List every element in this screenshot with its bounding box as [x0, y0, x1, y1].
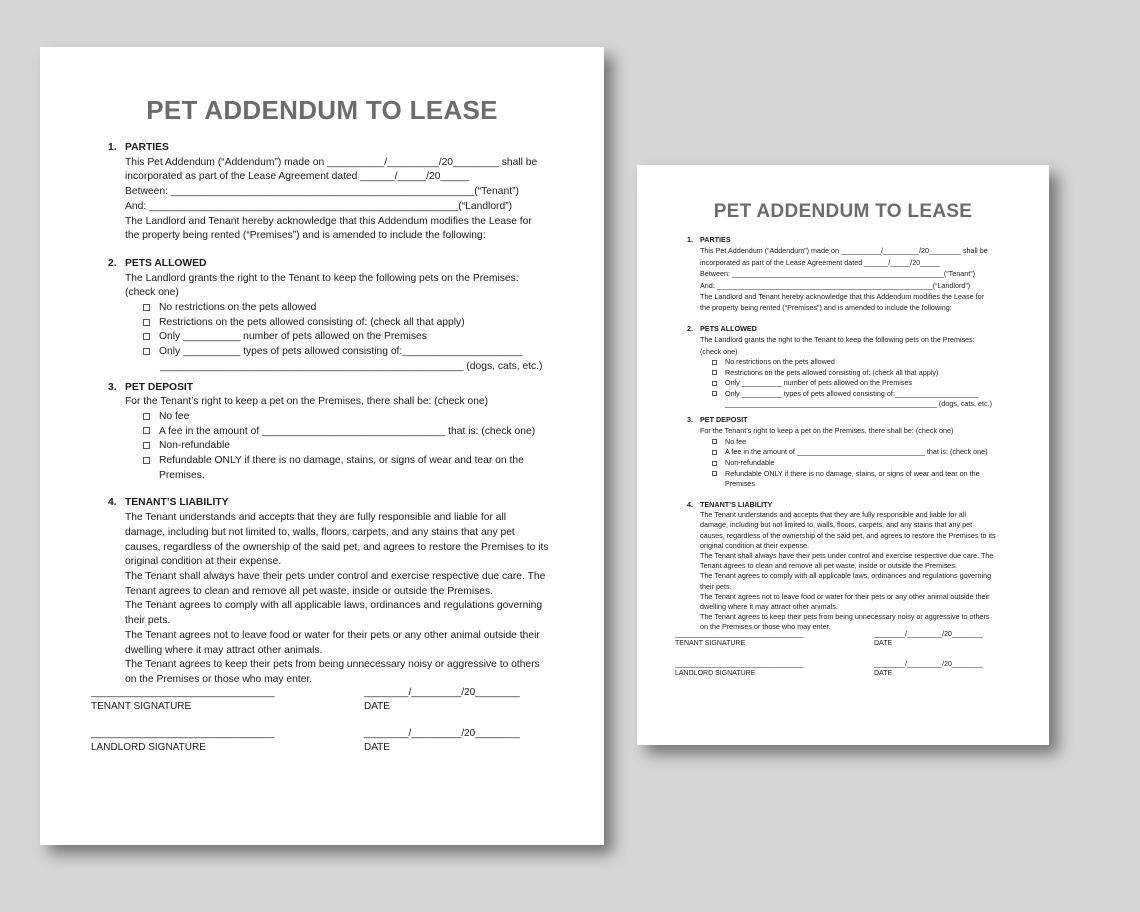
- text-line: The Tenant agrees to keep their pets from being unnecessary noisy or aggressive to others: [125, 659, 540, 671]
- landlord-date-block: [364, 728, 520, 753]
- option-label: No restrictions on the pets allowed: [159, 302, 317, 314]
- text-line: (check one): [700, 346, 738, 356]
- text-line: _____________________________________________________ (dogs, cats, etc.): [160, 360, 543, 372]
- text-line: Premises.: [159, 469, 205, 481]
- document-body: [687, 234, 996, 633]
- checkbox-icon[interactable]: [712, 360, 717, 365]
- text-line: For the Tenant’s right to keep a pet on the Premises, there shall be: (check one): [700, 426, 954, 436]
- section-title: PETS ALLOWED: [125, 257, 207, 269]
- date-line[interactable]: ________/_________/20________: [874, 631, 984, 638]
- checkbox-icon[interactable]: [143, 427, 150, 434]
- section-title: PET DEPOSIT: [700, 415, 748, 425]
- section-title: PETS ALLOWED: [700, 323, 757, 333]
- checkbox-icon[interactable]: [712, 471, 717, 476]
- text-line: incorporated as part of the Lease Agreement dated ______/_____/20_____: [125, 171, 470, 183]
- checkbox-option[interactable]: [108, 425, 549, 440]
- text-line: The Tenant understands and accepts that they are fully responsible and liable for all: [700, 510, 966, 520]
- text-line: The Landlord grants the right to the Tenant to keep the following pets on the Premises:: [125, 272, 519, 284]
- checkbox-option[interactable]: [687, 368, 996, 379]
- checkbox-icon[interactable]: [143, 304, 150, 311]
- text-line: the property being rented (“Premises”) and is amended to include the following:: [700, 303, 952, 313]
- section-number: 1.: [687, 235, 693, 244]
- option-label: Only __________ number of pets allowed on the Premises: [159, 331, 427, 343]
- landlord-signature-label: LANDLORD SIGNATURE: [91, 742, 206, 753]
- document-page-large: [40, 47, 604, 845]
- text-line: The Tenant agrees not to leave food or water for their pets or any other animal outside their: [125, 629, 540, 641]
- text-line: Between: _____________________________________________________(“Tenant”): [125, 186, 519, 198]
- text-line: The Tenant shall always have their pets under control and exercise respective due care. The: [700, 551, 994, 561]
- text-line: And: ______________________________________________________(“Landlord”): [125, 200, 513, 212]
- spacer: [108, 244, 549, 257]
- checkbox-icon[interactable]: [143, 348, 150, 355]
- text-line: (check one): [125, 287, 179, 299]
- landlord-date-block: [874, 661, 983, 677]
- checkbox-option[interactable]: [687, 447, 996, 458]
- option-label: Only __________ types of pets allowed consisting of:_____________________: [725, 388, 979, 398]
- section-title: TENANT’S LIABILITY: [125, 497, 229, 509]
- checkbox-icon[interactable]: [712, 370, 717, 375]
- option-label: Refundable ONLY if there is no damage, stains, or signs of wear and tear on the: [159, 455, 524, 467]
- text-line: Premises.: [725, 479, 757, 489]
- option-label: A fee in the amount of ________________________________ that is: (check one): [159, 425, 536, 437]
- text-line: This Pet Addendum (“Addendum”) made on __________/_________/20________ shall be: [125, 156, 538, 168]
- date-label: DATE: [874, 670, 893, 677]
- option-label: No restrictions on the pets allowed: [725, 357, 835, 367]
- option-label: Refundable ONLY if there is no damage, stains, or signs of wear and tear on the: [725, 468, 980, 478]
- checkbox-option[interactable]: [687, 389, 996, 400]
- document-body: [108, 141, 549, 688]
- section-number: 3.: [687, 415, 693, 425]
- text-line: damage, including but not limited to, walls, floors, carpets, and any stains that any pet: [125, 526, 515, 538]
- text-line: their pets.: [125, 615, 171, 627]
- date-line[interactable]: ________/_________/20________: [874, 661, 984, 668]
- signature-line[interactable]: _________________________________: [675, 631, 804, 638]
- text-line: causes, regardless of the ownership of the said pet, and agrees to restore the Premises to its: [125, 541, 549, 553]
- text-line: _____________________________________________________ (dogs, cats, etc.): [725, 399, 992, 409]
- text-line: incorporated as part of the Lease Agreement dated ______/_____/20_____: [700, 257, 941, 267]
- page-title: PET ADDENDUM TO LEASE: [146, 95, 498, 125]
- checkbox-icon[interactable]: [712, 381, 717, 386]
- date-line[interactable]: ________/_________/20________: [364, 687, 520, 698]
- checkbox-option[interactable]: [687, 357, 996, 368]
- checkbox-option[interactable]: [687, 378, 996, 389]
- spacer: [687, 490, 996, 499]
- checkbox-icon[interactable]: [143, 413, 150, 420]
- checkbox-option[interactable]: [108, 439, 549, 454]
- text-line: This Pet Addendum (“Addendum”) made on __________/_________/20________ shall be: [700, 246, 988, 256]
- text-line: dwelling where it may attract other animals.: [700, 602, 838, 612]
- section-title: PET DEPOSIT: [125, 381, 194, 393]
- checkbox-icon[interactable]: [712, 461, 717, 466]
- signature-line[interactable]: _________________________________: [675, 661, 804, 668]
- text-line: The Tenant agrees to comply with all applicable laws, ordinances and regulations governing: [125, 600, 543, 612]
- option-label: Restrictions on the pets allowed consisting of: (check all that apply): [159, 316, 465, 328]
- text-line: The Landlord grants the right to the Tenant to keep the following pets on the Premises:: [700, 335, 975, 345]
- text-line: The Landlord and Tenant hereby acknowledge that this Addendum modifies the Lease for: [125, 215, 532, 227]
- option-label: Restrictions on the pets allowed consisting of: (check all that apply): [725, 367, 939, 377]
- text-line: causes, regardless of the ownership of the said pet, and agrees to restore the Premises to its: [700, 530, 996, 540]
- option-label: A fee in the amount of ________________________________ that is: (check one): [725, 447, 988, 457]
- text-line: The Tenant agrees to comply with all applicable laws, ordinances and regulations governing: [700, 571, 992, 581]
- section-number: 4.: [108, 497, 117, 509]
- text-line: Tenant agrees to clean and remove all pet waste, inside or outside the Premises.: [700, 561, 957, 571]
- checkbox-option[interactable]: [108, 301, 549, 316]
- section-heading-parties: [687, 234, 996, 245]
- text-line: For the Tenant’s right to keep a pet on the Premises, there shall be: (check one): [125, 396, 489, 408]
- text-line: The Tenant agrees to keep their pets from being unnecessary noisy or aggressive to others: [700, 612, 990, 622]
- date-line[interactable]: ________/_________/20________: [364, 728, 520, 739]
- text-line: the property being rented (“Premises”) and is amended to include the following:: [125, 230, 486, 242]
- section-heading-liability: [687, 499, 996, 510]
- section-heading-parties: [108, 141, 549, 156]
- checkbox-icon[interactable]: [143, 457, 150, 464]
- checkbox-option[interactable]: [108, 454, 549, 469]
- text-line: on the Premises or those who may enter.: [125, 673, 313, 685]
- section-number: 1.: [108, 142, 117, 153]
- spacer: [687, 314, 996, 323]
- text-line: Tenant agrees to clean and remove all pet waste, inside or outside the Premises.: [125, 585, 494, 597]
- section-number: 2.: [108, 257, 117, 269]
- tenant-date-block: [364, 687, 520, 712]
- option-label: Only __________ number of pets allowed on the Premises: [725, 378, 912, 388]
- checkbox-option[interactable]: [687, 458, 996, 469]
- text-line: The Tenant agrees not to leave food or water for their pets or any other animal outside their: [700, 591, 990, 601]
- document-page-small: [637, 165, 1049, 745]
- checkbox-option[interactable]: [108, 316, 549, 331]
- text-line: The Tenant shall always have their pets under control and exercise respective due care. The: [125, 570, 546, 582]
- signature-line[interactable]: _________________________________: [91, 687, 275, 698]
- section-title: PARTIES: [125, 142, 169, 153]
- option-label: No fee: [725, 436, 747, 446]
- section-number: 3.: [108, 381, 117, 393]
- checkbox-icon[interactable]: [712, 391, 717, 396]
- tenant-date-block: [874, 631, 983, 647]
- section-heading-pets-allowed: [108, 257, 549, 272]
- tenant-signature-block: [675, 631, 803, 647]
- date-label: DATE: [364, 742, 390, 753]
- checkbox-icon[interactable]: [143, 442, 150, 449]
- text-line: on the Premises or those who may enter.: [700, 622, 831, 632]
- signature-line[interactable]: _________________________________: [91, 728, 275, 739]
- checkbox-icon[interactable]: [712, 450, 717, 455]
- landlord-signature-block: [675, 661, 803, 677]
- section-heading-pets-allowed: [687, 323, 996, 334]
- date-label: DATE: [364, 701, 390, 712]
- checkbox-option[interactable]: [108, 330, 549, 345]
- spacer: [108, 483, 549, 496]
- checkbox-option[interactable]: [687, 437, 996, 448]
- checkbox-icon[interactable]: [143, 333, 150, 340]
- text-line: original condition at their expense.: [125, 556, 282, 568]
- text-line: The Tenant understands and accepts that they are fully responsible and liable for all: [125, 512, 507, 524]
- section-heading-pet-deposit: [108, 381, 549, 396]
- section-heading-liability: [108, 496, 549, 511]
- landlord-signature-label: LANDLORD SIGNATURE: [675, 670, 756, 677]
- landlord-signature-block: [91, 728, 275, 753]
- text-line: Between: _____________________________________________________(“Tenant”): [700, 269, 975, 279]
- tenant-signature-block: [91, 687, 275, 712]
- text-line: original condition at their expense.: [700, 540, 810, 550]
- section-heading-pet-deposit: [687, 414, 996, 425]
- text-line: their pets.: [700, 581, 732, 591]
- option-label: Non-refundable: [159, 440, 230, 452]
- checkbox-option[interactable]: [108, 410, 549, 425]
- tenant-signature-label: TENANT SIGNATURE: [675, 640, 746, 647]
- text-line: And: ______________________________________________________(“Landlord”): [700, 280, 971, 290]
- tenant-signature-label: TENANT SIGNATURE: [91, 701, 192, 712]
- checkbox-icon[interactable]: [143, 319, 150, 326]
- text-line: damage, including but not limited to, walls, floors, carpets, and any stains that any pet: [700, 520, 973, 530]
- option-label: Only __________ types of pets allowed consisting of:_____________________: [159, 346, 523, 358]
- checkbox-icon[interactable]: [712, 439, 717, 444]
- option-label: Non-refundable: [725, 458, 775, 468]
- checkbox-option[interactable]: [108, 345, 549, 360]
- text-line: dwelling where it may attract other animals.: [125, 644, 323, 656]
- section-title: PARTIES: [700, 235, 731, 244]
- page-title: PET ADDENDUM TO LEASE: [713, 201, 973, 222]
- section-title: TENANT’S LIABILITY: [700, 499, 773, 509]
- section-number: 4.: [687, 499, 693, 509]
- section-number: 2.: [687, 323, 693, 333]
- checkbox-option[interactable]: [687, 469, 996, 480]
- option-label: No fee: [159, 410, 190, 422]
- date-label: DATE: [874, 640, 893, 647]
- text-line: The Landlord and Tenant hereby acknowledge that this Addendum modifies the Lease for: [700, 292, 984, 302]
